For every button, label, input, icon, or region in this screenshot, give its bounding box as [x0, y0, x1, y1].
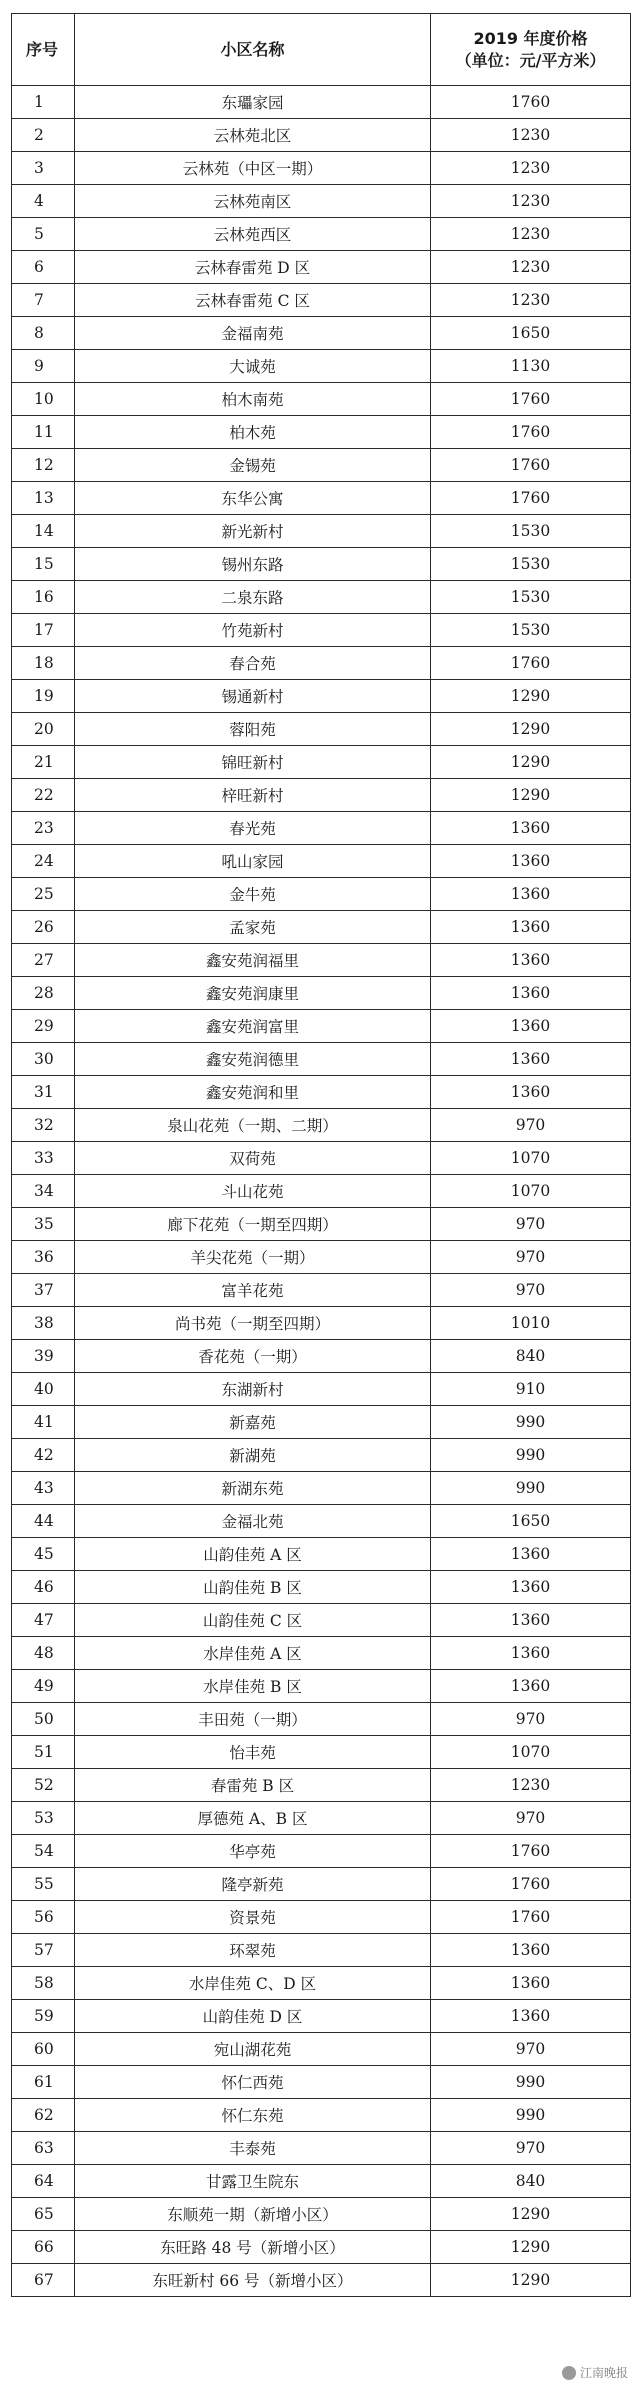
row-price: 990 [431, 2066, 631, 2099]
row-name: 鑫安苑润德里 [75, 1043, 431, 1076]
row-price: 1360 [431, 1637, 631, 1670]
row-index: 50 [12, 1703, 75, 1736]
row-name: 山韵佳苑 A 区 [75, 1538, 431, 1571]
row-index: 64 [12, 2165, 75, 2198]
table-row [12, 1208, 631, 1241]
row-index: 29 [12, 1010, 75, 1043]
row-index: 20 [12, 713, 75, 746]
row-name: 蓉阳苑 [75, 713, 431, 746]
row-name: 二泉东路 [75, 581, 431, 614]
row-price: 990 [431, 1406, 631, 1439]
row-name: 云林苑北区 [75, 119, 431, 152]
row-index: 55 [12, 1868, 75, 1901]
table-row [12, 2231, 631, 2264]
row-index: 5 [12, 218, 75, 251]
row-index: 62 [12, 2099, 75, 2132]
row-index: 40 [12, 1373, 75, 1406]
row-price: 1760 [431, 383, 631, 416]
row-index: 7 [12, 284, 75, 317]
table-row [12, 746, 631, 779]
row-price: 1760 [431, 1901, 631, 1934]
row-name: 山韵佳苑 C 区 [75, 1604, 431, 1637]
row-price: 1360 [431, 1571, 631, 1604]
row-index: 25 [12, 878, 75, 911]
table-row [12, 911, 631, 944]
row-name: 水岸佳苑 B 区 [75, 1670, 431, 1703]
row-price: 1360 [431, 977, 631, 1010]
row-price: 1530 [431, 515, 631, 548]
table-row [12, 581, 631, 614]
row-index: 59 [12, 2000, 75, 2033]
row-index: 56 [12, 1901, 75, 1934]
row-index: 65 [12, 2198, 75, 2231]
table-row [12, 1406, 631, 1439]
row-name: 锦旺新村 [75, 746, 431, 779]
row-index: 67 [12, 2264, 75, 2297]
row-name: 厚德苑 A、B 区 [75, 1802, 431, 1835]
table-body [12, 86, 631, 2297]
row-name: 山韵佳苑 B 区 [75, 1571, 431, 1604]
table-row [12, 416, 631, 449]
row-price: 1070 [431, 1175, 631, 1208]
row-price: 1230 [431, 119, 631, 152]
table-row [12, 515, 631, 548]
row-price: 1760 [431, 647, 631, 680]
row-index: 48 [12, 1637, 75, 1670]
row-name: 金锡苑 [75, 449, 431, 482]
row-price: 1650 [431, 1505, 631, 1538]
row-price: 1130 [431, 350, 631, 383]
row-index: 10 [12, 383, 75, 416]
row-index: 30 [12, 1043, 75, 1076]
row-name: 怡丰苑 [75, 1736, 431, 1769]
table-row [12, 284, 631, 317]
row-price: 1010 [431, 1307, 631, 1340]
row-price: 990 [431, 1439, 631, 1472]
row-name: 竹苑新村 [75, 614, 431, 647]
row-index: 6 [12, 251, 75, 284]
row-price: 1530 [431, 614, 631, 647]
row-name: 廊下花苑（一期至四期） [75, 1208, 431, 1241]
row-index: 66 [12, 2231, 75, 2264]
row-price: 1070 [431, 1736, 631, 1769]
row-price: 1290 [431, 2198, 631, 2231]
row-name: 新嘉苑 [75, 1406, 431, 1439]
row-price: 1360 [431, 1967, 631, 2000]
watermark [562, 2364, 628, 2381]
row-name: 东华公寓 [75, 482, 431, 515]
row-index: 39 [12, 1340, 75, 1373]
row-name: 香花苑（一期） [75, 1340, 431, 1373]
row-name: 丰田苑（一期） [75, 1703, 431, 1736]
row-name: 怀仁西苑 [75, 2066, 431, 2099]
row-index: 57 [12, 1934, 75, 1967]
row-price: 1360 [431, 1043, 631, 1076]
table-row [12, 2000, 631, 2033]
table-row [12, 152, 631, 185]
row-price: 990 [431, 2099, 631, 2132]
row-name: 梓旺新村 [75, 779, 431, 812]
row-price: 970 [431, 1274, 631, 1307]
table-row [12, 779, 631, 812]
table-row [12, 119, 631, 152]
table-row [12, 680, 631, 713]
row-name: 金福北苑 [75, 1505, 431, 1538]
header-name: 小区名称 [75, 14, 431, 86]
row-price: 1360 [431, 1010, 631, 1043]
row-index: 32 [12, 1109, 75, 1142]
table-row [12, 647, 631, 680]
row-price: 840 [431, 2165, 631, 2198]
row-name: 新湖苑 [75, 1439, 431, 1472]
table-row [12, 1175, 631, 1208]
row-name: 吼山家园 [75, 845, 431, 878]
row-name: 资景苑 [75, 1901, 431, 1934]
row-price: 1360 [431, 1670, 631, 1703]
row-name: 云林苑西区 [75, 218, 431, 251]
table-row [12, 1373, 631, 1406]
table-row [12, 2066, 631, 2099]
row-price: 840 [431, 1340, 631, 1373]
table-row [12, 1142, 631, 1175]
row-index: 31 [12, 1076, 75, 1109]
row-price: 1290 [431, 2231, 631, 2264]
row-price: 1760 [431, 416, 631, 449]
row-name: 锡通新村 [75, 680, 431, 713]
row-price: 1290 [431, 746, 631, 779]
row-name: 柏木南苑 [75, 383, 431, 416]
table-row [12, 1868, 631, 1901]
header-row [12, 14, 631, 86]
table-row [12, 1604, 631, 1637]
table-row [12, 1835, 631, 1868]
row-price: 1760 [431, 449, 631, 482]
row-name: 东瓃家园 [75, 86, 431, 119]
row-price: 1070 [431, 1142, 631, 1175]
row-index: 9 [12, 350, 75, 383]
row-name: 尚书苑（一期至四期） [75, 1307, 431, 1340]
row-name: 春合苑 [75, 647, 431, 680]
table-row [12, 1901, 631, 1934]
table-row [12, 2132, 631, 2165]
row-name: 孟家苑 [75, 911, 431, 944]
row-name: 山韵佳苑 D 区 [75, 2000, 431, 2033]
table-row [12, 251, 631, 284]
table-row [12, 1967, 631, 2000]
row-price: 1230 [431, 284, 631, 317]
header-price-line1: 2019 年度价格 [473, 28, 588, 48]
row-index: 14 [12, 515, 75, 548]
row-index: 58 [12, 1967, 75, 2000]
row-price: 1230 [431, 152, 631, 185]
table-row [12, 1076, 631, 1109]
row-index: 23 [12, 812, 75, 845]
row-index: 43 [12, 1472, 75, 1505]
table-row [12, 845, 631, 878]
row-index: 3 [12, 152, 75, 185]
header-price-line2: （单位：元/平方米） [455, 50, 606, 70]
row-name: 水岸佳苑 C、D 区 [75, 1967, 431, 2000]
table-row [12, 1043, 631, 1076]
row-index: 28 [12, 977, 75, 1010]
row-index: 24 [12, 845, 75, 878]
row-price: 1290 [431, 2264, 631, 2297]
row-name: 鑫安苑润福里 [75, 944, 431, 977]
row-price: 1360 [431, 1934, 631, 1967]
row-name: 鑫安苑润富里 [75, 1010, 431, 1043]
row-price: 1230 [431, 185, 631, 218]
row-price: 1230 [431, 251, 631, 284]
row-index: 18 [12, 647, 75, 680]
row-name: 羊尖花苑（一期） [75, 1241, 431, 1274]
header-index: 序号 [12, 14, 75, 86]
table-row [12, 1307, 631, 1340]
row-index: 15 [12, 548, 75, 581]
table-row [12, 1769, 631, 1802]
row-name: 甘露卫生院东 [75, 2165, 431, 2198]
row-index: 12 [12, 449, 75, 482]
row-price: 1360 [431, 845, 631, 878]
row-index: 38 [12, 1307, 75, 1340]
row-index: 2 [12, 119, 75, 152]
row-index: 46 [12, 1571, 75, 1604]
row-price: 970 [431, 1241, 631, 1274]
row-name: 金牛苑 [75, 878, 431, 911]
table-row [12, 1637, 631, 1670]
row-name: 丰泰苑 [75, 2132, 431, 2165]
table-row [12, 2099, 631, 2132]
row-price: 1650 [431, 317, 631, 350]
row-name: 云林春雷苑 D 区 [75, 251, 431, 284]
row-price: 1360 [431, 944, 631, 977]
row-index: 19 [12, 680, 75, 713]
table-row [12, 1340, 631, 1373]
row-index: 33 [12, 1142, 75, 1175]
row-name: 云林春雷苑 C 区 [75, 284, 431, 317]
row-name: 华亭苑 [75, 1835, 431, 1868]
row-price: 1760 [431, 482, 631, 515]
table-row [12, 713, 631, 746]
row-index: 49 [12, 1670, 75, 1703]
row-index: 21 [12, 746, 75, 779]
table-row [12, 1703, 631, 1736]
row-index: 54 [12, 1835, 75, 1868]
row-price: 970 [431, 1109, 631, 1142]
row-index: 17 [12, 614, 75, 647]
row-price: 1360 [431, 911, 631, 944]
row-name: 东湖新村 [75, 1373, 431, 1406]
table-row [12, 878, 631, 911]
table-row [12, 2033, 631, 2066]
row-price: 1290 [431, 680, 631, 713]
row-price: 1290 [431, 713, 631, 746]
row-price: 1360 [431, 2000, 631, 2033]
row-index: 52 [12, 1769, 75, 1802]
row-price: 1360 [431, 1604, 631, 1637]
row-index: 34 [12, 1175, 75, 1208]
row-name: 春雷苑 B 区 [75, 1769, 431, 1802]
table-row [12, 1439, 631, 1472]
table-row [12, 1241, 631, 1274]
row-name: 大诚苑 [75, 350, 431, 383]
row-price: 1530 [431, 548, 631, 581]
table-row [12, 1670, 631, 1703]
table-row [12, 185, 631, 218]
row-price: 910 [431, 1373, 631, 1406]
row-name: 锡州东路 [75, 548, 431, 581]
row-name: 东顺苑一期（新增小区） [75, 2198, 431, 2231]
watermark-text: 江南晚报 [579, 2366, 628, 2380]
row-name: 云林苑南区 [75, 185, 431, 218]
table-row [12, 1802, 631, 1835]
row-price: 970 [431, 2033, 631, 2066]
row-price: 970 [431, 1802, 631, 1835]
row-name: 金福南苑 [75, 317, 431, 350]
table-row [12, 977, 631, 1010]
row-price: 1760 [431, 1868, 631, 1901]
row-index: 36 [12, 1241, 75, 1274]
row-index: 44 [12, 1505, 75, 1538]
row-index: 37 [12, 1274, 75, 1307]
row-name: 新光新村 [75, 515, 431, 548]
row-index: 26 [12, 911, 75, 944]
table-row [12, 86, 631, 119]
row-index: 45 [12, 1538, 75, 1571]
row-name: 鑫安苑润和里 [75, 1076, 431, 1109]
row-index: 8 [12, 317, 75, 350]
row-price: 1290 [431, 779, 631, 812]
row-price: 1360 [431, 1538, 631, 1571]
row-index: 16 [12, 581, 75, 614]
table-row [12, 1109, 631, 1142]
table-row [12, 812, 631, 845]
row-price: 1360 [431, 878, 631, 911]
row-price: 970 [431, 1703, 631, 1736]
row-price: 1360 [431, 1076, 631, 1109]
row-index: 51 [12, 1736, 75, 1769]
row-name: 斗山花苑 [75, 1175, 431, 1208]
row-name: 春光苑 [75, 812, 431, 845]
table-row [12, 1571, 631, 1604]
table-row [12, 944, 631, 977]
row-name: 怀仁东苑 [75, 2099, 431, 2132]
table-row [12, 1274, 631, 1307]
table-row [12, 482, 631, 515]
row-index: 42 [12, 1439, 75, 1472]
table-row [12, 1010, 631, 1043]
row-name: 鑫安苑润康里 [75, 977, 431, 1010]
row-index: 63 [12, 2132, 75, 2165]
row-name: 宛山湖花苑 [75, 2033, 431, 2066]
row-name: 云林苑（中区一期） [75, 152, 431, 185]
table-row [12, 1736, 631, 1769]
row-price: 1230 [431, 1769, 631, 1802]
row-index: 22 [12, 779, 75, 812]
table-row [12, 2264, 631, 2297]
row-index: 47 [12, 1604, 75, 1637]
row-index: 53 [12, 1802, 75, 1835]
price-table-container [11, 13, 630, 2297]
row-name: 隆亭新苑 [75, 1868, 431, 1901]
row-index: 35 [12, 1208, 75, 1241]
table-row [12, 383, 631, 416]
row-price: 970 [431, 2132, 631, 2165]
row-index: 13 [12, 482, 75, 515]
row-index: 61 [12, 2066, 75, 2099]
table-row [12, 1472, 631, 1505]
header-price [431, 14, 631, 86]
row-name: 新湖东苑 [75, 1472, 431, 1505]
row-name: 环翠苑 [75, 1934, 431, 1967]
row-price: 1530 [431, 581, 631, 614]
row-price: 1760 [431, 1835, 631, 1868]
table-row [12, 1505, 631, 1538]
row-name: 东旺新村 66 号（新增小区） [75, 2264, 431, 2297]
row-name: 富羊花苑 [75, 1274, 431, 1307]
row-index: 11 [12, 416, 75, 449]
row-price: 970 [431, 1208, 631, 1241]
row-price: 1760 [431, 86, 631, 119]
row-index: 41 [12, 1406, 75, 1439]
row-index: 60 [12, 2033, 75, 2066]
table-row [12, 2165, 631, 2198]
row-name: 双荷苑 [75, 1142, 431, 1175]
table-row [12, 1538, 631, 1571]
table-row [12, 218, 631, 251]
row-name: 泉山花苑（一期、二期） [75, 1109, 431, 1142]
row-name: 柏木苑 [75, 416, 431, 449]
row-name: 东旺路 48 号（新增小区） [75, 2231, 431, 2264]
wechat-icon [562, 2366, 576, 2380]
table-row [12, 1934, 631, 1967]
row-index: 1 [12, 86, 75, 119]
table-row [12, 449, 631, 482]
row-index: 27 [12, 944, 75, 977]
row-price: 1360 [431, 812, 631, 845]
table-header [12, 14, 631, 86]
row-price: 1230 [431, 218, 631, 251]
row-index: 4 [12, 185, 75, 218]
table-row [12, 350, 631, 383]
table-row [12, 2198, 631, 2231]
row-name: 水岸佳苑 A 区 [75, 1637, 431, 1670]
table-row [12, 548, 631, 581]
row-price: 990 [431, 1472, 631, 1505]
price-table [11, 13, 631, 2297]
table-row [12, 317, 631, 350]
table-row [12, 614, 631, 647]
